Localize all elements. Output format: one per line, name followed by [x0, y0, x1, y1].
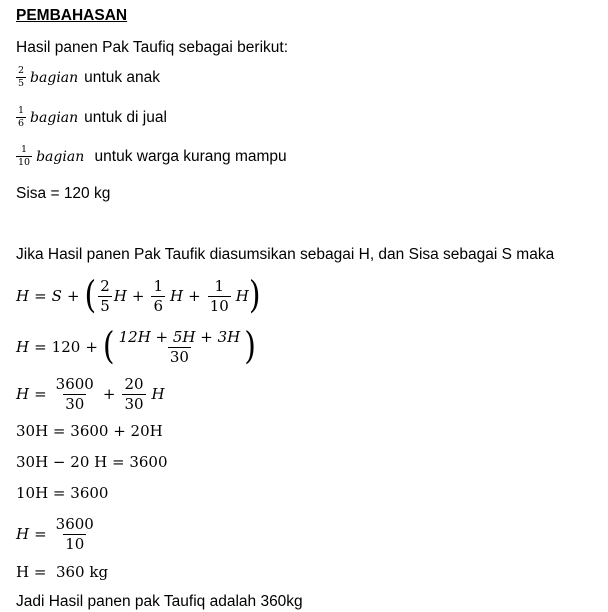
part-row-1 — [16, 66, 160, 90]
plus-sign: + — [131, 287, 145, 305]
var-h: H — [16, 385, 30, 403]
fraction-numerator: 1 — [214, 277, 224, 295]
sisa-text: Sisa = 120 kg — [16, 185, 111, 202]
fraction-1-6 — [151, 278, 165, 314]
fraction-denominator: 30 — [124, 394, 144, 413]
equation-5: 30H − 20 H = 3600 — [16, 453, 168, 471]
var-h: H — [16, 287, 30, 305]
plus-sign: + — [102, 385, 116, 403]
fraction-denominator: 30 — [169, 347, 189, 366]
plus-sign: + — [188, 287, 201, 305]
var-h: H — [151, 385, 165, 403]
fraction-denominator: 10 — [209, 296, 229, 315]
fraction-denominator: 30 — [65, 394, 85, 413]
part-fraction-1 — [16, 66, 26, 90]
conclusion-text: Jadi Hasil panen pak Taufiq adalah 360kg — [16, 593, 303, 610]
part-unit: bagian — [30, 69, 79, 86]
fraction-2-5 — [98, 278, 112, 314]
fraction-numerator: 1 — [18, 105, 25, 116]
part-unit: bagian — [36, 148, 85, 165]
assumption-text: Jika Hasil panen Pak Taufik diasumsikan sebagai H, dan Sisa sebagai S maka — [16, 246, 555, 263]
equation-4: 30H = 3600 + 20H — [16, 422, 163, 440]
equation-8: H = 360 kg — [16, 563, 109, 581]
fraction-denominator: 10 — [65, 534, 85, 553]
equation-7 — [16, 512, 98, 556]
var-h: H — [16, 338, 30, 356]
part-text: untuk di jual — [84, 108, 167, 126]
var-h: H — [170, 287, 184, 305]
part-unit: bagian — [30, 109, 79, 126]
fraction-numerator: 20 — [124, 375, 144, 393]
fraction-3600-10 — [54, 516, 96, 552]
var-h: H — [235, 287, 249, 305]
var-s: S — [51, 287, 62, 305]
right-paren: ) — [248, 273, 261, 318]
var-h: H — [16, 525, 30, 543]
fraction-numerator: 12H + 5H + 3H — [118, 328, 241, 346]
number-120: 120 — [51, 338, 81, 356]
plus-sign: + — [66, 287, 80, 305]
fraction-denominator: 10 — [18, 157, 31, 169]
fraction-sum-30 — [117, 329, 243, 365]
part-fraction-2 — [16, 106, 26, 130]
fraction-numerator: 1 — [21, 144, 28, 155]
fraction-numerator: 3600 — [55, 515, 94, 533]
fraction-denominator: 6 — [153, 296, 164, 315]
intro-text: Hasil panen Pak Taufiq sebagai berikut: — [16, 39, 288, 56]
fraction-denominator: 5 — [18, 78, 25, 90]
part-row-2 — [16, 106, 167, 130]
fraction-20-30 — [122, 376, 145, 412]
part-fraction-3 — [16, 145, 32, 169]
part-text: untuk anak — [84, 68, 161, 86]
equation-2 — [16, 325, 256, 369]
equals-sign: = — [34, 385, 47, 403]
left-paren: ( — [84, 273, 97, 318]
fraction-numerator: 1 — [153, 277, 164, 295]
section-title: PEMBAHASAN — [16, 7, 128, 24]
equation-1 — [16, 274, 261, 318]
equation-6: 10H = 3600 — [16, 484, 109, 502]
fraction-3600-30 — [54, 376, 96, 412]
equals-sign: = — [34, 525, 47, 543]
fraction-numerator: 3600 — [55, 375, 94, 393]
plus-sign: + — [85, 338, 98, 356]
right-paren: ) — [244, 324, 256, 369]
fraction-1-10 — [208, 278, 231, 314]
var-h: H — [113, 287, 127, 305]
fraction-numerator: 2 — [100, 277, 110, 295]
equals-sign: = — [34, 338, 47, 356]
part-text: untuk warga kurang mampu — [90, 147, 287, 165]
equation-3 — [16, 372, 165, 416]
left-paren: ( — [102, 324, 115, 369]
equals-sign: = — [34, 287, 47, 305]
fraction-numerator: 2 — [18, 65, 25, 76]
part-row-3 — [16, 145, 287, 169]
fraction-denominator: 5 — [100, 296, 110, 315]
fraction-denominator: 6 — [18, 118, 25, 130]
